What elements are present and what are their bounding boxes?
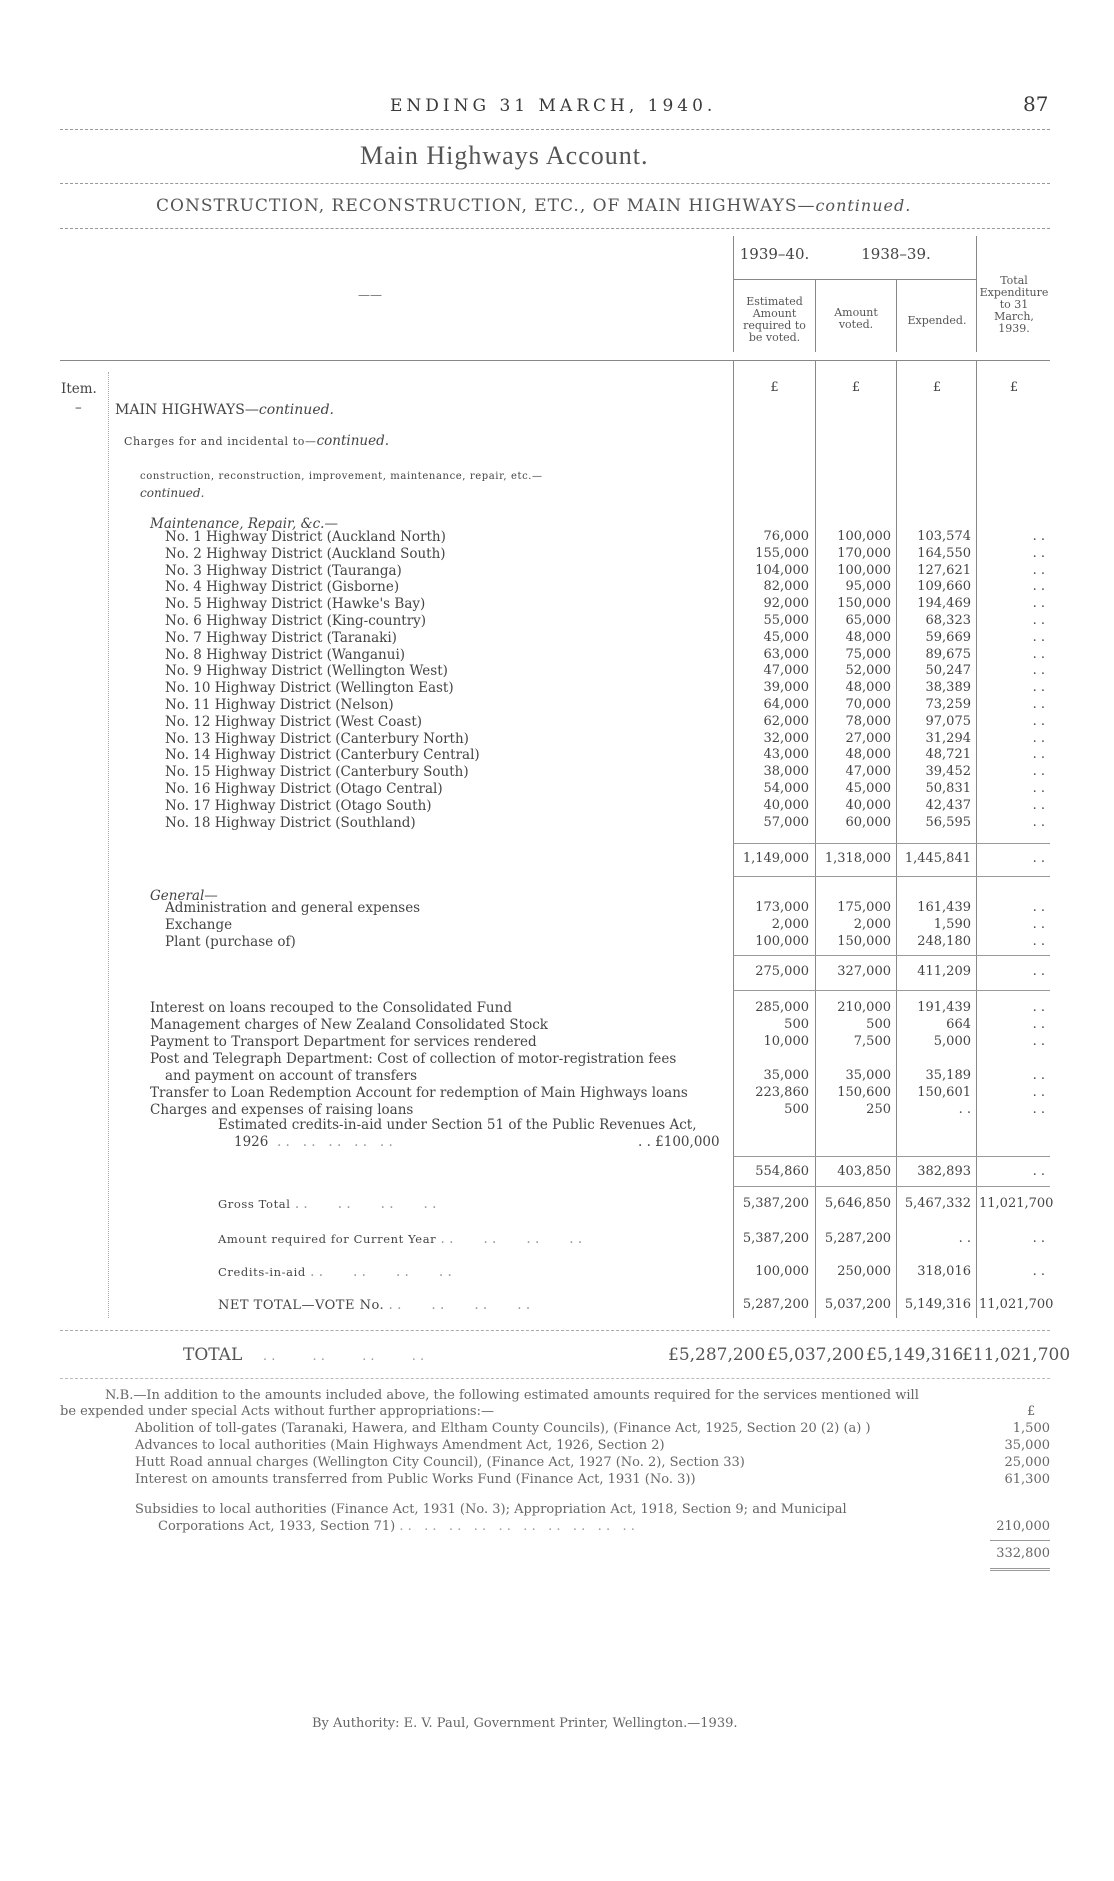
other-item-est: 223,860 — [755, 1085, 809, 1100]
summary-label — [218, 1264, 452, 1280]
district-name-text: No. 10 Highway District (Wellington East) — [165, 680, 454, 697]
district-tot: . . — [1032, 629, 1045, 645]
heading-continued: continued. — [316, 433, 390, 449]
district-est: 62,000 — [763, 713, 809, 729]
district-name — [165, 613, 426, 629]
district-tot: . . — [1032, 562, 1045, 578]
district-exp: 164,550 — [917, 545, 971, 561]
district-voted: 52,000 — [845, 663, 891, 679]
heading-construction: construction, reconstruction, improvement, maintenance, repair, etc.— — [140, 471, 543, 482]
district-voted: 48,000 — [845, 680, 891, 696]
year-1938-39: 1938–39. — [861, 245, 931, 263]
heading-main-highways — [115, 402, 334, 418]
district-name — [165, 529, 446, 545]
district-voted: 27,000 — [845, 730, 891, 746]
subtotal-rule — [733, 1186, 1050, 1187]
note-last-line2: Corporations Act, 1933, Section 71) . . . . . . . . . . . . . . . . . . . . — [158, 1519, 635, 1534]
general-item-name — [165, 900, 420, 916]
district-est: 45,000 — [763, 629, 809, 645]
other-item-name — [150, 1000, 512, 1016]
other-item-name — [150, 1102, 413, 1118]
district-voted: 47,000 — [845, 764, 891, 780]
district-voted: 65,000 — [845, 613, 891, 628]
general-item-exp: 1,590 — [933, 916, 971, 932]
col-rule — [815, 360, 816, 1318]
general-item-tot: . . — [1032, 916, 1045, 932]
grand-total-expended: £5,149,316 — [866, 1345, 964, 1365]
district-subtotal-est: 1,149,000 — [742, 851, 809, 866]
district-name — [165, 546, 446, 562]
district-name-text: No. 11 Highway District (Nelson) — [165, 697, 394, 713]
district-name-text: No. 7 Highway District (Taranaki) — [165, 629, 397, 646]
general-item-name-text: Exchange — [165, 916, 233, 933]
district-tot: . . — [1032, 730, 1045, 746]
general-item-name-text: Plant (purchase of) — [165, 933, 296, 950]
printer-footer: By Authority: E. V. Paul, Government Printer, Wellington.—1939. — [312, 1716, 738, 1731]
general-item-name — [165, 917, 232, 933]
district-est: 104,000 — [755, 562, 809, 578]
divider — [60, 1330, 1050, 1331]
district-tot: . . — [1032, 680, 1045, 696]
district-name — [165, 680, 454, 696]
col-rule — [815, 280, 816, 352]
district-exp: 194,469 — [917, 596, 971, 612]
general-subtotal-exp: 411,209 — [917, 964, 971, 979]
district-name-text: No. 1 Highway District (Auckland North) — [165, 529, 446, 545]
heading-continued: continued. — [258, 402, 335, 418]
col-estimated: Estimated Amount required to be voted. — [743, 295, 806, 344]
other-item-est: 10,000 — [763, 1034, 809, 1049]
district-est: 76,000 — [763, 529, 809, 544]
divider — [60, 1378, 1050, 1379]
general-subtotal-tot: . . — [1032, 964, 1045, 979]
district-tot: . . — [1032, 747, 1045, 763]
district-name — [165, 798, 432, 814]
district-name-text: No. 17 Highway District (Otago South) — [165, 797, 432, 814]
district-exp: 68,323 — [925, 613, 971, 628]
other-item-tot: . . — [1032, 1017, 1045, 1032]
other-item-name — [150, 1051, 676, 1067]
district-name-text: No. 5 Highway District (Hawke's Bay) — [165, 596, 426, 613]
district-est: 32,000 — [763, 730, 809, 746]
other-item-exp: 35,189 — [925, 1068, 971, 1083]
district-name-text: No. 4 Highway District (Gisborne) — [165, 579, 400, 596]
other-item-exp: 150,601 — [917, 1085, 971, 1100]
other-item-est: 285,000 — [755, 1000, 809, 1015]
district-est: 57,000 — [763, 814, 809, 830]
other-item-voted: 250 — [866, 1102, 891, 1117]
other-item-exp: 191,439 — [917, 1000, 971, 1015]
note-item-amount: 35,000 — [1004, 1438, 1050, 1453]
grand-total-total: £11,021,700 — [962, 1345, 1071, 1365]
other-item-tot: . . — [1032, 1000, 1045, 1015]
divider — [60, 129, 1050, 130]
other-subtotal-voted: 403,850 — [837, 1164, 891, 1179]
other-item-name — [150, 1034, 537, 1050]
district-name-text: No. 13 Highway District (Canterbury North) — [165, 730, 469, 747]
summary-label — [218, 1297, 530, 1313]
district-name — [165, 815, 416, 831]
district-exp: 39,452 — [925, 764, 971, 780]
other-item-name-text: Management charges of New Zealand Consolidated Stock — [150, 1017, 548, 1033]
district-name — [165, 563, 402, 579]
subtotal-rule — [733, 1156, 1050, 1157]
summary-voted: 250,000 — [837, 1264, 891, 1279]
general-item-tot: . . — [1032, 900, 1045, 915]
item-dash: – — [75, 400, 82, 416]
summary-exp: . . — [958, 1231, 971, 1246]
other-item-est: 35,000 — [763, 1068, 809, 1083]
district-est: 82,000 — [763, 579, 809, 595]
district-voted: 100,000 — [837, 562, 891, 578]
note-last-text: Corporations Act, 1933, Section 71) — [158, 1519, 396, 1534]
district-voted: 75,000 — [845, 646, 891, 662]
other-subtotal-exp: 382,893 — [917, 1164, 971, 1179]
note-intro-line1: N.B.—In addition to the amounts included above, the following estimated amounts required for the services mentioned will — [105, 1388, 919, 1403]
district-name — [165, 731, 469, 747]
district-name — [165, 697, 394, 713]
note-item-amount: 1,500 — [1012, 1421, 1050, 1436]
subtitle-main: CONSTRUCTION, RECONSTRUCTION, ETC., OF MAIN HIGHWAYS— — [156, 196, 816, 216]
header-rule — [733, 279, 976, 280]
summary-label — [218, 1196, 436, 1212]
divider — [60, 228, 1050, 229]
district-name — [165, 596, 425, 612]
district-exp: 50,831 — [925, 781, 971, 796]
col-expended: Expended. — [907, 314, 967, 327]
subtotal-rule — [733, 876, 1050, 877]
district-exp: 50,247 — [925, 663, 971, 679]
district-name — [165, 663, 448, 679]
note-item-amount: 25,000 — [1004, 1455, 1050, 1470]
district-exp: 48,721 — [925, 747, 971, 763]
district-exp: 38,389 — [925, 680, 971, 696]
general-item-est: 2,000 — [771, 916, 809, 932]
district-name-text: No. 15 Highway District (Canterbury South) — [165, 764, 469, 781]
note-item-text: Abolition of toll-gates (Taranaki, Hawera, and Eltham County Councils), (Finance Act, 1925, Section 20 (2) (a) ) — [135, 1421, 871, 1436]
account-title: Main Highways Account. — [360, 141, 649, 170]
district-voted: 95,000 — [845, 579, 891, 595]
credits-note-year: 1926 — [234, 1134, 269, 1150]
col-rule — [896, 280, 897, 352]
district-voted: 40,000 — [845, 797, 891, 813]
grand-total-estimated: £5,287,200 — [668, 1345, 766, 1365]
district-tot: . . — [1032, 663, 1045, 679]
district-est: 63,000 — [763, 646, 809, 662]
district-voted: 48,000 — [845, 747, 891, 763]
note-item-text: Hutt Road annual charges (Wellington City Council), (Finance Act, 1927 (No. 2), Section 33) — [135, 1455, 745, 1470]
other-item-name — [150, 1017, 548, 1033]
general-item-exp: 248,180 — [917, 933, 971, 949]
heading-text: MAIN HIGHWAYS— — [115, 402, 259, 418]
col-rule — [976, 360, 977, 1318]
note-item-amount: 61,300 — [1004, 1472, 1050, 1487]
district-name-text: No. 14 Highway District (Canterbury Central) — [165, 747, 480, 764]
district-exp: 103,574 — [917, 529, 971, 544]
district-name — [165, 781, 443, 797]
district-est: 64,000 — [763, 697, 809, 712]
col-rule — [896, 360, 897, 1318]
district-exp: 109,660 — [917, 579, 971, 595]
item-rule — [108, 372, 109, 1318]
col-total-expenditure: Total Expenditure to 31 March, 1939. — [979, 274, 1049, 335]
other-subtotal-est: 554,860 — [755, 1164, 809, 1179]
district-est: 47,000 — [763, 663, 809, 679]
district-est: 92,000 — [763, 596, 809, 612]
grand-total-label: TOTAL . . . . . . . . — [183, 1345, 425, 1365]
district-subtotal-exp: 1,445,841 — [904, 851, 971, 866]
general-item-voted: 175,000 — [837, 900, 891, 915]
summary-voted: 5,646,850 — [824, 1196, 891, 1211]
general-item-name — [165, 934, 296, 950]
other-item-voted: 210,000 — [837, 1000, 891, 1015]
running-header: ENDING 31 MARCH, 1940. — [390, 96, 717, 116]
district-voted: 78,000 — [845, 713, 891, 729]
summary-exp: 5,149,316 — [904, 1297, 971, 1312]
section-subtitle — [156, 196, 911, 216]
district-est: 43,000 — [763, 747, 809, 763]
general-subtotal-est: 275,000 — [755, 964, 809, 979]
other-item-name-text: Charges and expenses of raising loans — [150, 1102, 414, 1118]
district-tot: . . — [1032, 797, 1045, 813]
currency-symbol: £ — [770, 380, 779, 395]
other-item-name-cont — [165, 1068, 417, 1084]
district-exp: 73,259 — [925, 697, 971, 712]
district-tot: . . — [1032, 814, 1045, 830]
general-item-exp: 161,439 — [917, 900, 971, 915]
leader-dots: . . . . . . . . — [436, 1231, 583, 1247]
other-item-name-text: Interest on loans recouped to the Consolidated Fund — [150, 1000, 512, 1016]
district-tot: . . — [1032, 781, 1045, 796]
heading-charges — [124, 433, 389, 449]
header-rule — [60, 360, 1050, 361]
summary-est: 100,000 — [755, 1264, 809, 1279]
other-item-exp: 5,000 — [933, 1034, 971, 1049]
other-item-est: 500 — [784, 1102, 809, 1117]
summary-voted: 5,287,200 — [824, 1231, 891, 1246]
general-item-name-text: Administration and general expenses — [165, 900, 421, 916]
note-last-amount: 210,000 — [996, 1519, 1050, 1534]
item-label: Item. — [61, 381, 97, 397]
district-name — [165, 764, 469, 780]
currency-symbol: £ — [1009, 380, 1019, 395]
other-item-name — [150, 1085, 688, 1101]
subtotal-rule — [733, 843, 1050, 844]
general-subtotal-voted: 327,000 — [837, 964, 891, 979]
summary-label-text: Amount required for Current Year — [218, 1232, 437, 1246]
subtotal-rule — [733, 955, 1050, 956]
district-tot: . . — [1032, 697, 1045, 712]
district-tot: . . — [1032, 545, 1045, 561]
heading-text: Maintenance, Repair, &c.— — [150, 516, 338, 532]
summary-voted: 5,037,200 — [824, 1297, 891, 1312]
district-tot: . . — [1032, 579, 1045, 595]
district-exp: 42,437 — [925, 797, 971, 813]
col-rule — [976, 236, 977, 352]
district-name-text: No. 12 Highway District (West Coast) — [165, 713, 423, 730]
other-item-voted: 500 — [866, 1017, 891, 1032]
col-voted: Amount voted. — [834, 306, 878, 331]
district-exp: 56,595 — [925, 814, 971, 830]
divider — [60, 183, 1050, 184]
note-currency: £ — [1027, 1404, 1036, 1419]
leader-dots: . . . . . . . . — [290, 1196, 437, 1212]
note-total: 332,800 — [996, 1546, 1050, 1561]
general-item-tot: . . — [1032, 933, 1045, 949]
district-tot: . . — [1032, 596, 1045, 612]
summary-label-text: Credits-in-aid — [218, 1265, 306, 1279]
note-item-text: Interest on amounts transferred from Public Works Fund (Finance Act, 1931 (No. 3)) — [135, 1472, 696, 1487]
district-name-text: No. 6 Highway District (King-country) — [165, 613, 427, 629]
leader-dots: . . . . . . . . — [384, 1297, 531, 1313]
district-name — [165, 747, 480, 763]
district-voted: 45,000 — [845, 781, 891, 796]
district-tot: . . — [1032, 713, 1045, 729]
subtotal-rule — [733, 990, 1050, 991]
other-item-name-cont-text: and payment on account of transfers — [165, 1068, 418, 1084]
summary-est: 5,387,200 — [742, 1231, 809, 1246]
currency-symbol: £ — [851, 380, 861, 395]
note-rule — [990, 1568, 1050, 1571]
other-item-voted: 7,500 — [853, 1034, 891, 1049]
grand-total-voted: £5,037,200 — [767, 1345, 865, 1365]
other-item-exp: 664 — [946, 1017, 971, 1032]
heading-text: General— — [150, 888, 218, 904]
other-item-voted: 150,600 — [837, 1085, 891, 1100]
district-est: 38,000 — [763, 764, 809, 780]
summary-exp: 318,016 — [917, 1264, 971, 1279]
other-item-tot: . . — [1032, 1068, 1045, 1083]
district-est: 40,000 — [763, 797, 809, 813]
district-voted: 48,000 — [845, 629, 891, 645]
credits-note-line2: 1926 . . . . . . . . . . — [234, 1134, 402, 1150]
general-item-voted: 150,000 — [837, 933, 891, 949]
col-rule — [733, 360, 734, 1318]
district-est: 54,000 — [763, 781, 809, 796]
grand-total-text: TOTAL — [183, 1345, 243, 1365]
district-est: 155,000 — [755, 545, 809, 561]
summary-label — [218, 1231, 582, 1247]
summary-tot: 11,021,700 — [979, 1297, 1054, 1312]
other-subtotal-tot: . . — [1032, 1164, 1045, 1179]
district-voted: 150,000 — [837, 596, 891, 612]
district-name-text: No. 9 Highway District (Wellington West) — [165, 663, 448, 680]
leader-dots: . . . . . . . . — [305, 1264, 452, 1280]
district-exp: 59,669 — [925, 629, 971, 645]
other-item-est: 500 — [784, 1017, 809, 1032]
other-item-exp: . . — [958, 1102, 971, 1117]
other-item-name-text: Post and Telegraph Department: Cost of collection of motor-registration fees — [150, 1051, 677, 1067]
page-number: 87 — [1023, 92, 1049, 116]
district-name — [165, 630, 397, 646]
summary-est: 5,387,200 — [742, 1196, 809, 1211]
note-intro-line2: be expended under special Acts without further appropriations:— — [60, 1404, 494, 1419]
district-name — [165, 579, 399, 595]
summary-est: 5,287,200 — [742, 1297, 809, 1312]
district-name-text: No. 3 Highway District (Tauranga) — [165, 562, 402, 579]
summary-label-text: NET TOTAL—VOTE No. — [218, 1298, 385, 1313]
note-rule — [990, 1540, 1050, 1541]
district-exp: 127,621 — [917, 562, 971, 578]
credits-note-amount: . . £100,000 — [638, 1134, 720, 1150]
district-subtotal-voted: 1,318,000 — [824, 851, 891, 866]
other-item-tot: . . — [1032, 1102, 1045, 1117]
heading-continued: continued. — [140, 486, 205, 500]
note-last-line1: Subsidies to local authorities (Finance Act, 1931 (No. 3); Appropriation Act, 1918, Section 9; and Municipal — [135, 1502, 847, 1517]
district-name — [165, 647, 405, 663]
district-tot: . . — [1032, 613, 1045, 628]
district-exp: 31,294 — [925, 730, 971, 746]
district-subtotal-tot: . . — [1032, 851, 1045, 866]
district-tot: . . — [1032, 529, 1045, 544]
summary-tot: . . — [1032, 1231, 1045, 1246]
summary-label-text: Gross Total — [218, 1197, 291, 1211]
note-item-text: Advances to local authorities (Main Highways Amendment Act, 1926, Section 2) — [135, 1438, 665, 1453]
year-1939-40: 1939–40. — [739, 245, 810, 263]
district-voted: 60,000 — [845, 814, 891, 830]
district-tot: . . — [1032, 646, 1045, 662]
general-item-est: 173,000 — [755, 900, 809, 915]
other-item-name-text: Transfer to Loan Redemption Account for redemption of Main Highways loans — [150, 1085, 688, 1101]
district-name — [165, 714, 422, 730]
other-item-tot: . . — [1032, 1034, 1045, 1049]
district-exp: 97,075 — [925, 713, 971, 729]
district-est: 39,000 — [763, 680, 809, 696]
district-exp: 89,675 — [925, 646, 971, 662]
district-voted: 100,000 — [837, 529, 891, 544]
credits-note-line1: Estimated credits-in-aid under Section 51 of the Public Revenues Act, — [218, 1117, 697, 1133]
general-item-voted: 2,000 — [853, 916, 891, 932]
other-item-name-text: Payment to Transport Department for services rendered — [150, 1034, 537, 1050]
district-voted: 70,000 — [845, 697, 891, 712]
district-name-text: No. 2 Highway District (Auckland South) — [165, 545, 446, 562]
other-item-voted: 35,000 — [845, 1068, 891, 1083]
other-item-tot: . . — [1032, 1085, 1045, 1100]
heading-construction-continued — [140, 486, 204, 500]
header-dash: —— — [358, 288, 382, 302]
district-tot: . . — [1032, 764, 1045, 780]
district-name-text: No. 16 Highway District (Otago Central) — [165, 781, 443, 797]
general-item-est: 100,000 — [755, 933, 809, 949]
district-name-text: No. 8 Highway District (Wanganui) — [165, 646, 406, 663]
district-voted: 170,000 — [837, 545, 891, 561]
subtitle-continued: continued. — [815, 196, 912, 215]
heading-text: Charges for and incidental to— — [124, 435, 317, 448]
summary-tot: . . — [1032, 1264, 1045, 1279]
currency-symbol: £ — [932, 380, 942, 395]
district-name-text: No. 18 Highway District (Southland) — [165, 814, 416, 831]
summary-tot: 11,021,700 — [979, 1196, 1054, 1211]
district-est: 55,000 — [763, 613, 809, 628]
summary-exp: 5,467,332 — [904, 1196, 971, 1211]
